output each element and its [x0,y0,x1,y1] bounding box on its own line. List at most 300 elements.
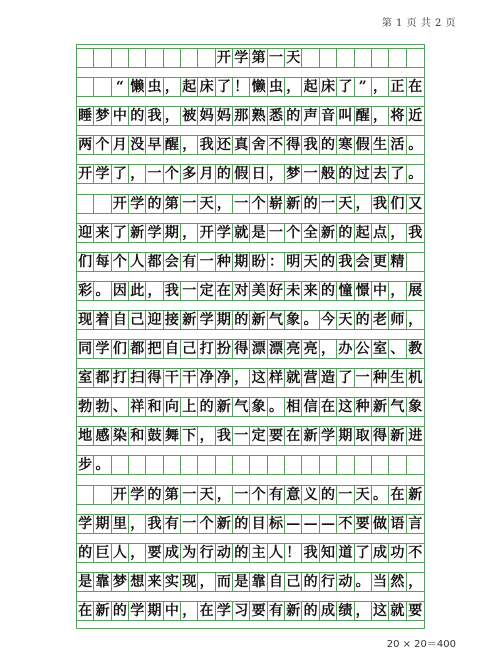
grid-cell: 寒 [337,136,354,154]
grid-cell: 象 [408,399,423,416]
grid-cell: 是 [77,573,94,591]
grid-cell: 日 [250,165,267,183]
grid-cell: 道 [337,544,354,562]
grid-cell: 点 [372,224,389,242]
grid-cell: 中 [164,602,181,620]
grid-cell: 真 [233,136,250,154]
grid-cell: 新 [320,224,337,242]
grid-cell: 有 [164,515,181,533]
grid-cell: 我 [302,544,319,562]
grid-cell: ， [181,136,198,154]
grid-cell: ， [372,107,389,125]
grid-cell: 一 [198,253,215,271]
grid-row [77,572,424,592]
grid-cell: 假 [233,165,250,183]
grid-cell: 进 [408,428,423,445]
grid-cell: 功 [389,544,406,562]
grid-cell: 被 [181,107,198,125]
grid-cell: 定 [198,282,215,300]
grid-cell: 目 [250,515,267,533]
grid-cell: 气 [389,398,406,416]
grid-cell: 们 [389,195,406,213]
grid-cell: 我 [164,282,181,300]
grid-cell [146,456,163,474]
grid-cell: 学 [77,515,94,533]
grid-cell: 巨 [94,544,111,562]
grid-cell: 了 [389,165,406,183]
grid-cell: 的 [198,398,215,416]
grid-cell: 个 [250,486,267,504]
grid-cell: 做 [372,515,389,533]
grid-cell: 天 [337,195,354,213]
grid-cell: 信 [302,398,319,416]
grid-cell: 上 [181,398,198,416]
grid-cell: 明 [285,253,302,271]
grid-cell: 不 [337,515,354,533]
grid-cell: 声 [302,107,319,125]
grid-cell: 了 [337,78,354,96]
grid-cell: 动 [337,573,354,591]
grid-cell [77,195,94,213]
grid-cell: 现 [181,573,198,591]
grid-cell: 气 [233,398,250,416]
grid-cell: 熟 [250,107,267,125]
grid-cell: 多 [181,165,198,183]
grid-row [77,397,424,417]
grid-cell: 的 [146,195,163,213]
grid-cell: 懒 [129,78,146,96]
grid-cell: 得 [372,427,389,445]
grid-cell: 象 [250,398,267,416]
grid-cell: 学 [198,311,215,329]
grid-cell: 新 [285,195,302,213]
grid-cell [320,456,337,474]
grid-cell: 意 [285,486,302,504]
grid-cell: 向 [164,398,181,416]
grid-cell: 都 [129,340,146,358]
grid-cell: 我 [198,136,215,154]
grid-cell: 。 [268,398,285,416]
grid-cell: 在 [77,602,94,620]
grid-cell: 的 [320,486,337,504]
grid-cell: 着 [94,311,111,329]
grid-cell: 全 [302,224,319,242]
grid-cell: 睡 [77,107,94,125]
grid-cell: 己 [181,340,198,358]
grid-cell: 会 [355,253,372,271]
grid-cell: 彩 [77,282,94,300]
grid-cell: 起 [355,224,372,242]
grid-cell: 未 [285,282,302,300]
grid-cell: 过 [355,165,372,183]
grid-cell: 第 [164,195,181,213]
grid-cell: 感 [94,427,111,445]
grid-cell: 、 [112,398,129,416]
grid-cell: 正 [389,78,406,96]
grid-row [77,48,424,68]
grid-cell: ， [233,369,250,387]
grid-cell: 新 [408,486,423,503]
grid-cell: 要 [250,602,267,620]
grid-cell: 学 [129,486,146,504]
grid-cell [94,49,111,67]
grid-cell: 一 [233,427,250,445]
grid-cell: 主 [250,544,267,562]
grid-cell: 成 [164,544,181,562]
grid-cell: 有 [268,486,285,504]
grid-cell: 对 [233,282,250,300]
grid-cell: 期 [164,224,181,242]
grid-cell: 干 [164,369,181,387]
grid-row [77,601,424,621]
grid-cell: 干 [181,369,198,387]
grid-cell: 醒 [164,136,181,154]
grid-cell: 了 [337,369,354,387]
grid-cell: 实 [164,573,181,591]
grid-cell: 妈 [216,107,233,125]
grid-cell: 现 [77,311,94,329]
grid-cell: 。 [94,282,111,300]
grid-cell [198,49,215,67]
grid-cell: 个 [112,253,129,271]
grid-cell: 开 [198,224,215,242]
grid-cell: 人 [268,544,285,562]
grid-cell [94,195,111,213]
grid-cell: 下 [181,427,198,445]
grid-cell: ， [355,602,372,620]
grid-row [77,543,424,563]
grid-cell: 这 [337,398,354,416]
grid-cell [216,456,233,474]
grid-cell: “ [112,78,129,96]
grid-row [77,135,424,155]
grid-cell: 的 [302,573,319,591]
grid-cell: 。 [302,311,319,329]
grid-cell: 成 [320,602,337,620]
grid-cell: 新 [389,427,406,445]
grid-cell: ， [164,107,181,125]
grid-cell: 接 [164,311,181,329]
grid-cell: 绩 [337,602,354,620]
grid-cell [389,456,406,474]
grid-cell: 室 [372,340,389,358]
grid-cell [302,456,319,474]
grid-cell: 地 [77,427,94,445]
grid-cell: ， [129,515,146,533]
grid-cell: 开 [216,49,233,67]
grid-cell: 语 [389,515,406,533]
grid-cell: 一 [355,369,372,387]
grid-cell: 开 [77,165,94,183]
grid-cell: 迎 [77,224,94,242]
grid-cell: 师 [389,311,406,329]
grid-row [77,252,424,272]
grid-cell [112,456,129,474]
grid-cell: 假 [355,136,372,154]
grid-cell: 打 [112,369,129,387]
grid-cell: 要 [268,427,285,445]
grid-cell: 的 [320,253,337,271]
grid-cell: 月 [198,165,215,183]
grid-cell: 就 [285,369,302,387]
grid-cell: 来 [302,282,319,300]
grid-cell [407,456,424,474]
grid-cell: ： [268,253,285,271]
grid-cell: 这 [372,602,389,620]
grid-cell: 室 [77,369,94,387]
grid-cell [77,78,94,96]
grid-cell: 了 [216,78,233,96]
grid-cell: 一 [302,165,319,183]
manuscript-grid-paper [76,44,425,629]
grid-cell: 的 [112,602,129,620]
grid-cell: 种 [355,398,372,416]
grid-cell [355,49,372,67]
grid-cell: 的 [129,107,146,125]
grid-cell: 今 [320,311,337,329]
grid-cell: 种 [216,253,233,271]
grid-cell: 老 [372,311,389,329]
grid-cell: 个 [94,136,111,154]
grid-cell: 学 [129,602,146,620]
grid-cell [164,49,181,67]
grid-cell: 床 [320,78,337,96]
grid-cell: 相 [285,398,302,416]
grid-cell [285,456,302,474]
grid-cell: 有 [268,602,285,620]
grid-cell: 梦 [94,107,111,125]
grid-cell: 我 [216,427,233,445]
grid-cell: 妈 [198,107,215,125]
grid-cell: 同 [77,340,94,358]
grid-cell: 自 [268,573,285,591]
grid-row [77,455,424,475]
grid-cell [129,49,146,67]
grid-cell: 会 [164,253,181,271]
grid-cell: ！ [285,544,302,562]
grid-cell: 精 [389,253,406,271]
grid-cell: 要 [355,515,372,533]
grid-cell: 营 [302,369,319,387]
grid-cell: 悉 [268,107,285,125]
grid-cell: 都 [94,369,111,387]
grid-cell: 扮 [216,340,233,358]
grid-cell [355,456,372,474]
page-number-header: 第 1 页 共 2 页 [381,18,456,29]
grid-cell [112,49,129,67]
grid-cell: 一 [320,195,337,213]
grid-row [77,164,424,184]
grid-cell: 靠 [94,573,111,591]
grid-cell: 象 [285,311,302,329]
grid-cell: 学 [233,49,250,67]
grid-cell: 亮 [285,340,302,358]
grid-cell: 了 [112,165,129,183]
grid-cell: 期 [233,253,250,271]
grid-cell: 来 [94,224,111,242]
grid-cell: 每 [94,253,111,271]
grid-cell: 的 [302,195,319,213]
grid-cell: 一 [181,282,198,300]
grid-cell: 新 [302,427,319,445]
grid-cell: 们 [77,253,94,271]
grid-cell: 气 [268,311,285,329]
grid-cell: 学 [129,195,146,213]
grid-cell: 新 [129,224,146,242]
grid-cell: ， [216,486,233,504]
grid-cell: 开 [112,486,129,504]
grid-cell: 得 [233,340,250,358]
grid-cell: 一 [337,486,354,504]
grid-cell [389,49,406,67]
grid-cell: 天 [285,49,302,67]
grid-cell: 在 [408,79,423,96]
grid-cell: 醒 [355,107,372,125]
grid-cell: 教 [408,341,423,357]
grid-cell: 的 [77,544,94,562]
grid-cell: 步 [77,456,94,474]
grid-cell: 机 [408,370,423,387]
grid-cell: 中 [372,282,389,300]
grid-cell: 月 [112,136,129,154]
grid-cell: 自 [164,340,181,358]
grid-cell: 靠 [250,573,267,591]
grid-cell: ， [198,573,215,591]
grid-cell: ， [198,427,215,445]
grid-cell: 动 [216,544,233,562]
grid-cell: 那 [233,107,250,125]
grid-cell: 为 [181,544,198,562]
grid-cell: 个 [285,224,302,242]
grid-cell: 天 [355,486,372,504]
grid-cell: 一 [181,515,198,533]
grid-row [77,194,424,214]
grid-cell: 天 [198,486,215,504]
grid-cell [233,456,250,474]
grid-cell: 的 [233,515,250,533]
grid-cell: — [285,515,302,533]
grid-cell: 一 [268,224,285,242]
grid-cell: 个 [250,195,267,213]
grid-cell [302,49,319,67]
grid-cell: 要 [146,544,163,562]
grid-cell: ， [164,78,181,96]
grid-cell: 勃 [77,398,94,416]
grid-cell: 没 [129,136,146,154]
grid-cell: 。 [408,166,423,183]
grid-cell: 想 [129,573,146,591]
grid-cell: 造 [320,369,337,387]
grid-cell: 人 [129,253,146,271]
grid-cell: 不 [268,136,285,154]
grid-cell: 音 [320,107,337,125]
grid-cell [181,456,198,474]
grid-cell: 憧 [337,282,354,300]
grid-cell: 憬 [355,282,372,300]
grid-cell: 的 [233,311,250,329]
grid-cell: 天 [337,311,354,329]
grid-cell: 叫 [337,107,354,125]
grid-row [77,339,424,359]
grid-cell: 期 [337,427,354,445]
grid-cell: ， [129,544,146,562]
grid-cell: 学 [216,224,233,242]
grid-cell: 梦 [112,573,129,591]
grid-cell: 活 [389,136,406,154]
grid-cell: 里 [112,515,129,533]
grid-cell: 的 [320,136,337,154]
grid-cell [77,49,94,67]
grid-cell: 的 [320,282,337,300]
grid-cell: 两 [77,136,94,154]
grid-cell: 的 [337,165,354,183]
grid-cell: 习 [233,602,250,620]
grid-cell: 当 [372,573,389,591]
grid-cell: 在 [285,427,302,445]
grid-cell: 学 [146,224,163,242]
grid-cell: 。 [408,137,423,154]
grid-cell: ， [181,224,198,242]
grid-cell: 更 [372,253,389,271]
grid-cell: 在 [389,486,406,504]
grid-cell: ， [408,311,423,328]
grid-cell: 行 [198,544,215,562]
grid-cell: 取 [355,427,372,445]
grid-cell: 祥 [129,398,146,416]
grid-cell: 美 [250,282,267,300]
grid-cell: 天 [302,253,319,271]
grid-cell: 的 [285,107,302,125]
grid-cell: ， [320,340,337,358]
grid-cell: 一 [268,49,285,67]
grid-cell: 新 [94,602,111,620]
grid-cell: 。 [372,486,389,504]
grid-cell: 第 [164,486,181,504]
grid-cell: 染 [112,427,129,445]
grid-cell: 漂 [268,340,285,358]
grid-cell [164,456,181,474]
grid-cell: ， [216,195,233,213]
grid-cell [320,49,337,67]
grid-cell: 们 [112,340,129,358]
grid-cell: 舍 [250,136,267,154]
grid-cell: 学 [320,427,337,445]
grid-cell: 成 [372,544,389,562]
grid-cell: 学 [94,340,111,358]
grid-cell: ， [372,78,389,96]
grid-cell: ， [389,224,406,242]
grid-cell: 打 [198,340,215,358]
grid-cell: 言 [408,515,423,532]
grid-cell: 标 [268,515,285,533]
grid-cell: 了 [112,224,129,242]
grid-cell: 、 [389,340,406,358]
grid-cell: 的 [233,544,250,562]
grid-cell: 己 [285,573,302,591]
grid-cell: 展 [408,282,423,299]
grid-cell [181,49,198,67]
grid-cell: 净 [216,369,233,387]
grid-cell: — [320,515,337,533]
grid-cell: 虫 [146,78,163,96]
grid-cell [372,49,389,67]
grid-cell: ， [129,165,146,183]
grid-cell: 期 [216,311,233,329]
grid-cell [372,456,389,474]
grid-cell: 我 [146,515,163,533]
grid-cell: 我 [146,107,163,125]
grid-cell: 天 [198,195,215,213]
